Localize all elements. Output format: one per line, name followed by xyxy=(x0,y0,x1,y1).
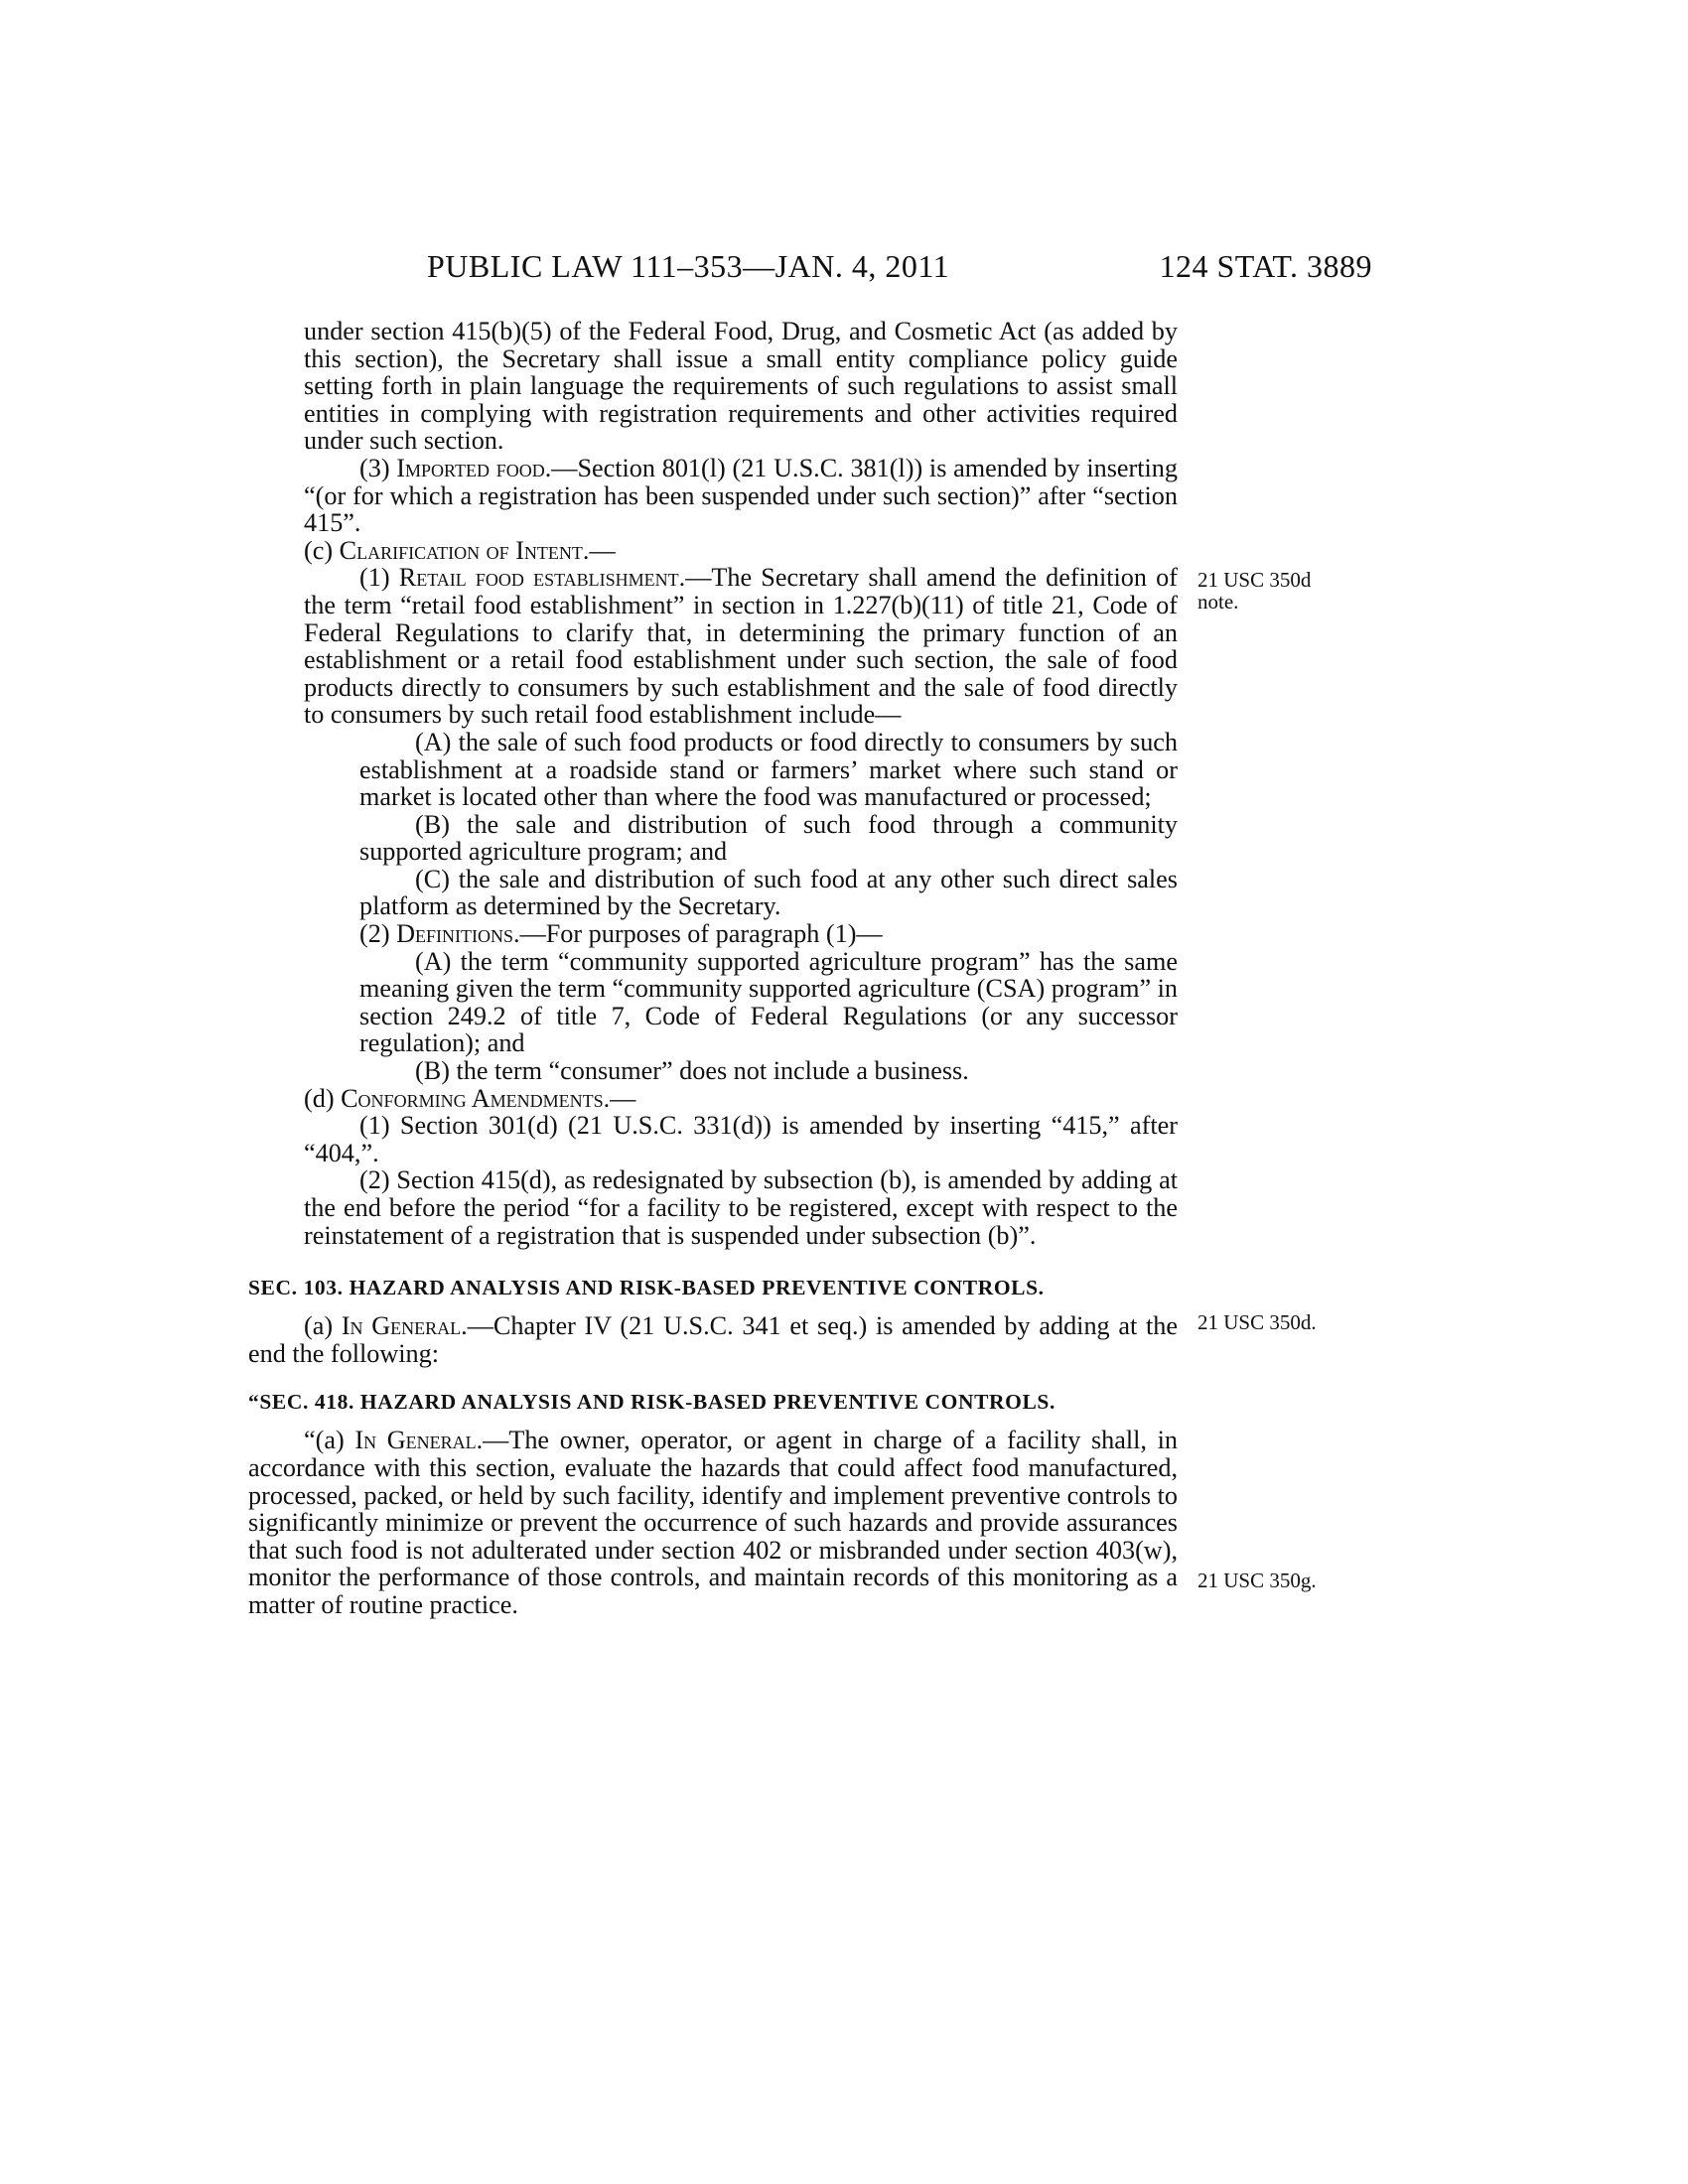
paragraph-d1: (1) Section 301(d) (21 U.S.C. 331(d)) is amended by inserting “415,” after “404,”. xyxy=(304,1111,1178,1167)
subparagraph-c1C: (C) the sale and distribution of such food at any other such direct sales platform as determined by the Secretary. xyxy=(359,864,1178,921)
running-title: PUBLIC LAW 111–353—JAN. 4, 2011 xyxy=(427,248,950,284)
subsection-c-heading: (c) Clarification of Intent.— xyxy=(304,535,616,565)
margin-note-usc-350g: 21 USC 350g. xyxy=(1197,1569,1317,1592)
subparagraph-c2B: (B) the term “consumer” does not include a business. xyxy=(415,1056,969,1086)
section-418-heading-wrap xyxy=(248,1389,1178,1415)
section-418-heading: “SEC. 418. HAZARD ANALYSIS AND RISK-BASED PREVENTIVE CONTROLS. xyxy=(248,1390,1055,1415)
margin-note-usc-350d: 21 USC 350d. xyxy=(1197,1310,1317,1334)
paragraph-103a: (a) In General.—Chapter IV (21 U.S.C. 341 et seq.) is amended by adding at the end the following: xyxy=(248,1311,1178,1368)
paragraph-418a: “(a) In General.—The owner, operator, or agent in charge of a facility shall, in accordance with this section, evaluate the hazards that could affect food manufactured, processed, packed, or held by such facility, identify and implement preventive controls to significantly minimize or prevent the occurrence of such hazards and provide assurances that such food is not adulterated under section 402 or misbranded under section 403(w), monitor the performance of those controls, and maintain records of this monitoring as a matter of routine practice. xyxy=(248,1426,1178,1619)
paragraph-continuation: under section 415(b)(5) of the Federal Food, Drug, and Cosmetic Act (as added by this section), the Secretary shall issue a small entity compliance policy guide setting forth in plain language the requirements of such regulations to assist small entities in complying with registration requirements and other activities required under such section. xyxy=(304,317,1178,456)
subsection-d-heading: (d) Conforming Amendments.— xyxy=(304,1083,636,1113)
paragraph-d2: (2) Section 415(d), as redesignated by subsection (b), is amended by adding at the end before the period “for a facility to be registered, except with respect to the reinstatement of a registration that is suspended under subsection (b)”. xyxy=(304,1165,1178,1250)
subparagraph-c1A: (A) the sale of such food products or food directly to consumers by such establishment at a roadside stand or farmers’ market where such stand or market is located other than where the food was manufactured or processed; xyxy=(359,727,1178,812)
paragraph-c1-retail-food: (1) Retail food establishment.—The Secretary shall amend the definition of the term “retail food establishment” in section in 1.227(b)(11) of title 21, Code of Federal Regulations to clarify that, in determining the primary function of an establishment or a retail food establishment under such section, the sale of food products directly to consumers by such establishment and the sale of food directly to consumers by such retail food establishment include— xyxy=(304,563,1178,730)
margin-note-usc-350d-note: 21 USC 350d note. xyxy=(1197,568,1312,614)
section-103-heading-wrap xyxy=(248,1275,1178,1300)
subparagraph-c2A: (A) the term “community supported agriculture program” has the same meaning given the term “community supported agriculture (CSA) program” in section 249.2 of title 7, Code of Federal Regulations (or any successor regulation); and xyxy=(359,946,1178,1058)
statute-page-number: 124 STAT. 3889 xyxy=(1159,248,1372,284)
paragraph-b3-imported-food: (3) Imported food.—Section 801(l) (21 U.S.C. 381(l)) is amended by inserting “(or for which a registration has been suspended under such section)” after “section 415”. xyxy=(304,453,1178,538)
document-body xyxy=(248,317,1178,1619)
section-103-heading: SEC. 103. HAZARD ANALYSIS AND RISK-BASED PREVENTIVE CONTROLS. xyxy=(248,1276,1045,1300)
subparagraph-c1B: (B) the sale and distribution of such food through a community supported agriculture program; and xyxy=(359,809,1178,867)
paragraph-c2-definitions: (2) Definitions.—For purposes of paragraph (1)— xyxy=(359,919,883,949)
page-header xyxy=(427,248,1372,288)
